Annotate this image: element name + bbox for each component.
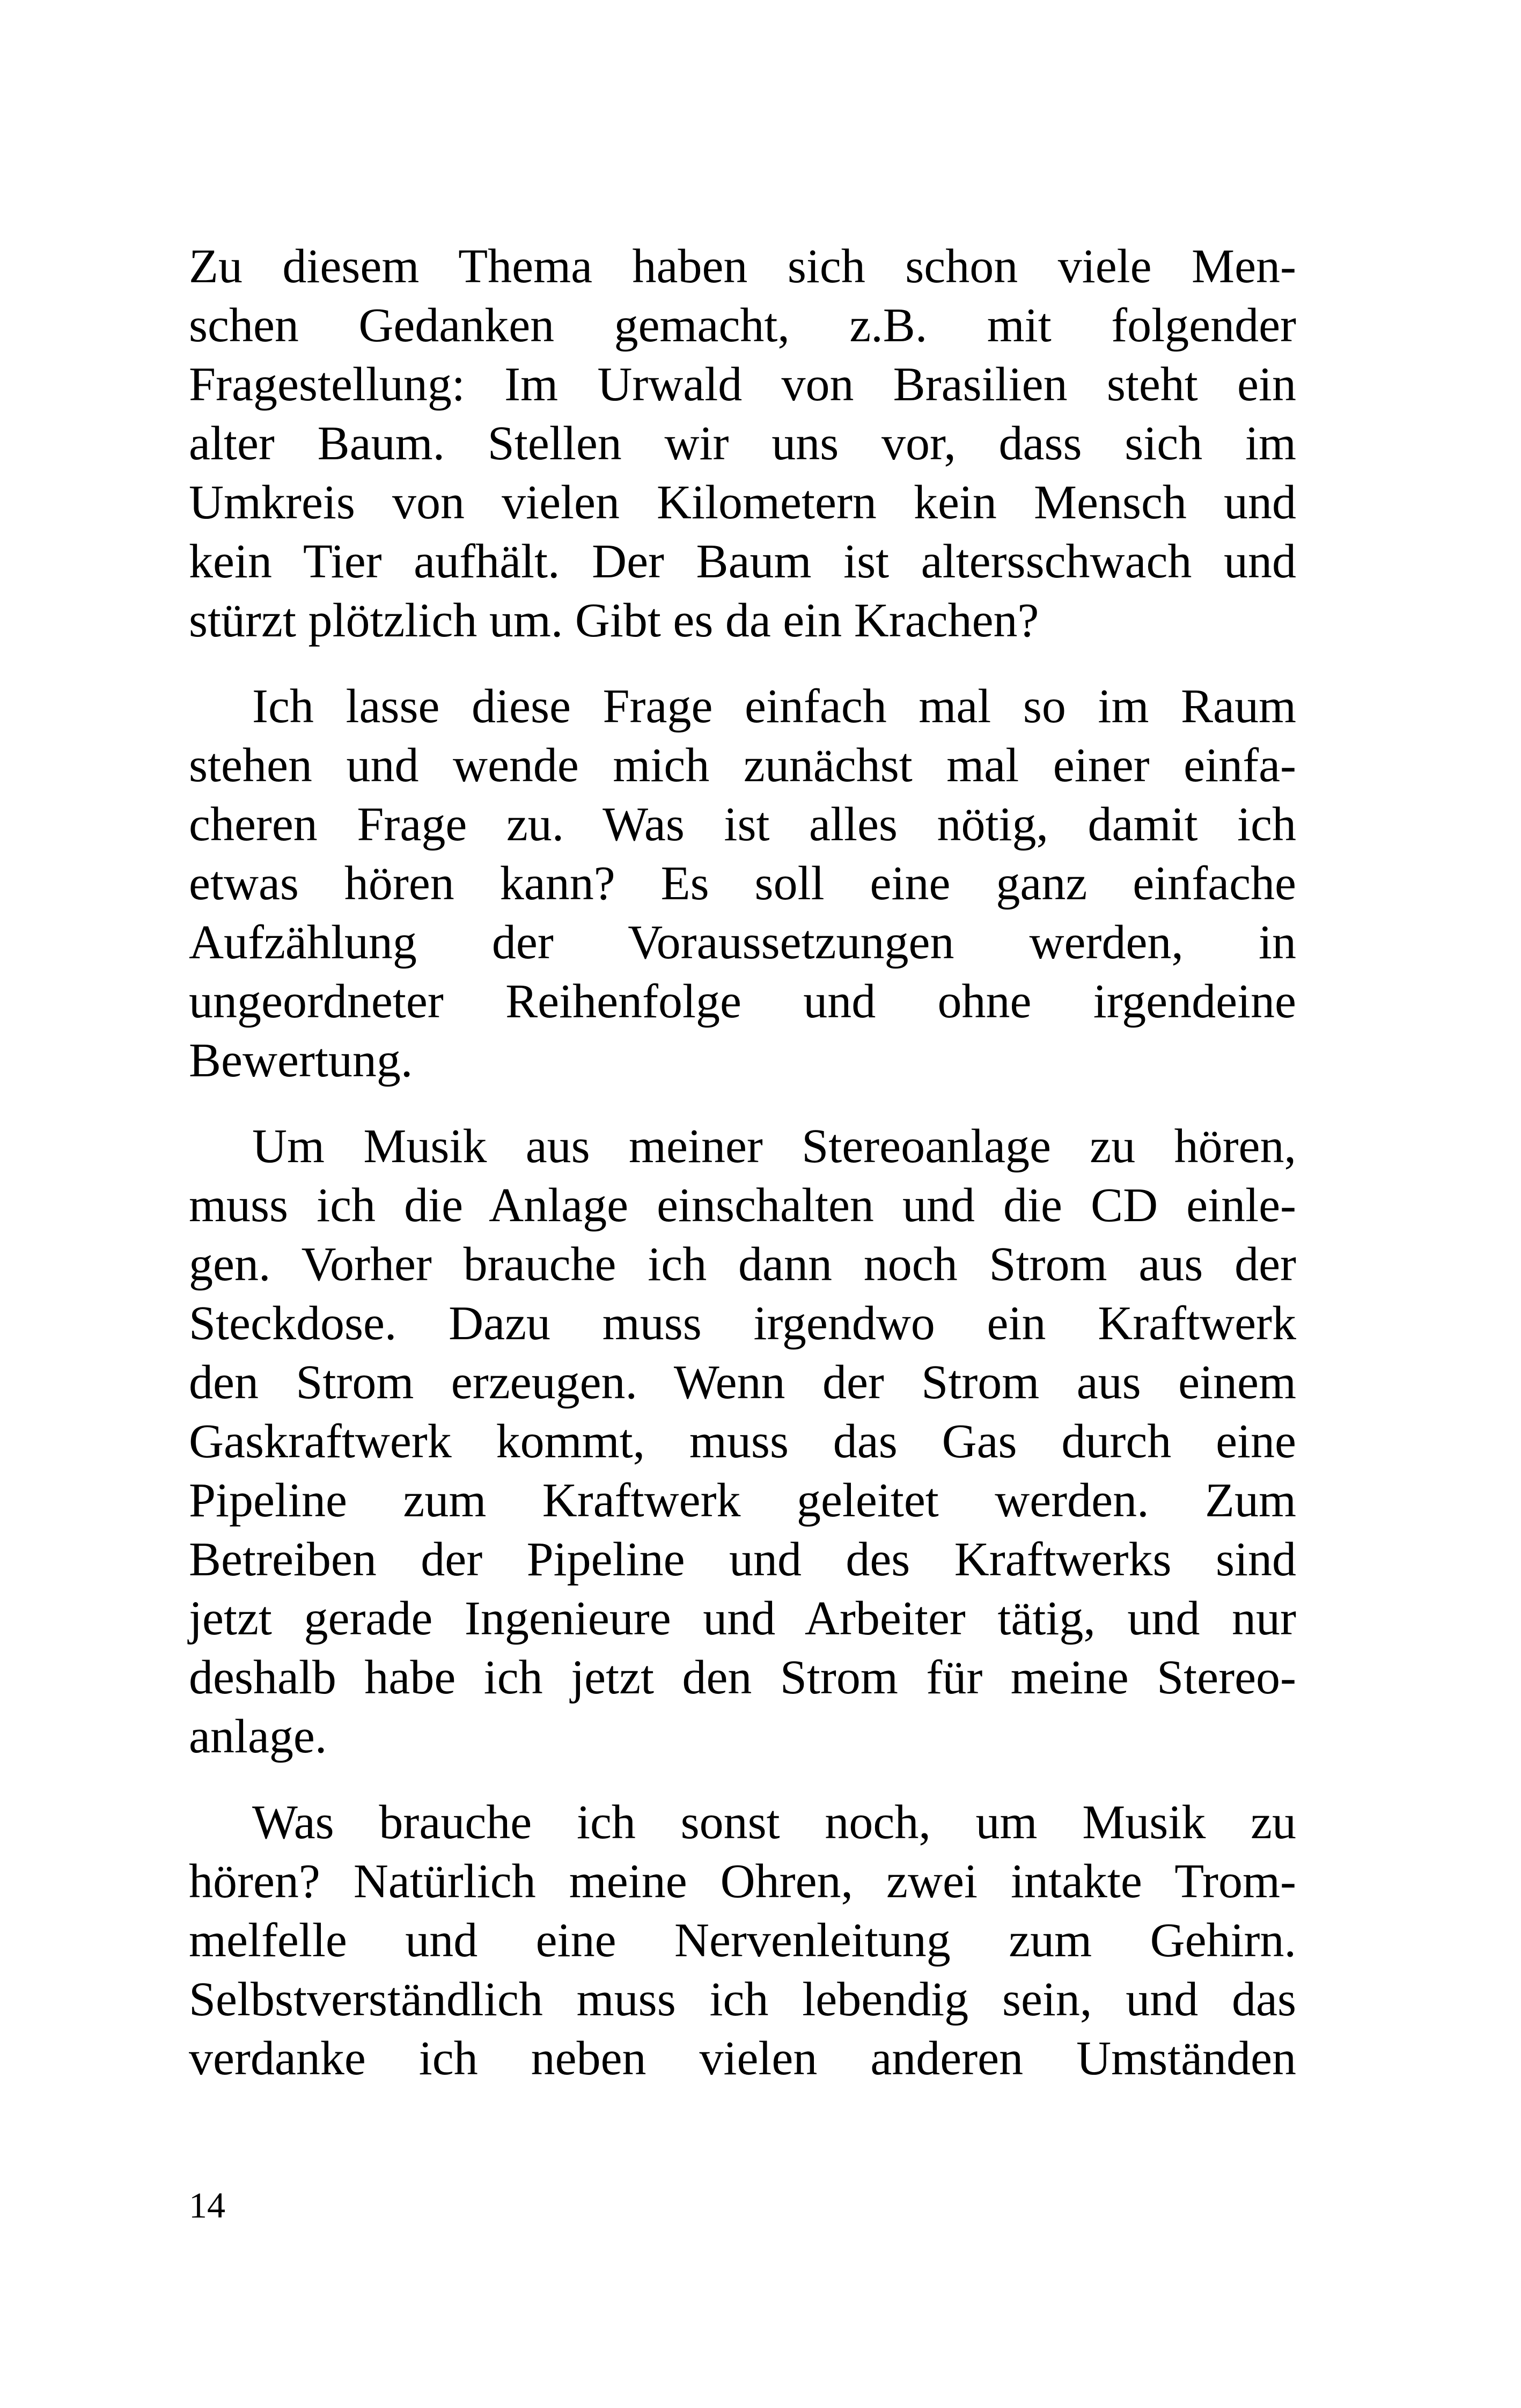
text-line: Umkreis von vielen Kilometern kein Mensch und	[189, 476, 1296, 529]
text-line: anlage.	[189, 1710, 327, 1763]
text-line: ungeordneter Reihenfolge und ohne irgendeine	[189, 975, 1296, 1028]
text-line: Um Musik aus meiner Stereoanlage zu hören,	[252, 1120, 1296, 1173]
text-line: Zu diesem Thema haben sich schon viele Men-	[189, 240, 1296, 293]
text-line: Steckdose. Dazu muss irgendwo ein Kraftwerk	[189, 1297, 1296, 1350]
text-line: Was brauche ich sonst noch, um Musik zu	[252, 1796, 1296, 1849]
text-line: verdanke ich neben vielen anderen Umständen	[189, 2032, 1296, 2085]
text-line: kein Tier aufhält. Der Baum ist altersschwach und	[189, 535, 1296, 588]
page-number: 14	[189, 2185, 225, 2226]
text-line: Aufzählung der Voraussetzungen werden, in	[189, 916, 1296, 969]
text-line: stehen und wende mich zunächst mal einer einfa-	[189, 739, 1296, 792]
text-line: den Strom erzeugen. Wenn der Strom aus einem	[189, 1356, 1296, 1409]
text-line: deshalb habe ich jetzt den Strom für meine Stereo-	[189, 1651, 1296, 1704]
text-line: muss ich die Anlage einschalten und die CD einle-	[189, 1179, 1296, 1232]
text-line: gen. Vorher brauche ich dann noch Strom aus der	[189, 1238, 1296, 1291]
text-line: alter Baum. Stellen wir uns vor, dass sich im	[189, 417, 1296, 470]
text-line: cheren Frage zu. Was ist alles nötig, damit ich	[189, 798, 1296, 851]
text-line: stürzt plötzlich um. Gibt es da ein Krachen?	[189, 594, 1039, 647]
body-text	[189, 237, 1296, 2115]
paragraph-2	[189, 677, 1296, 1090]
text-line: Ich lasse diese Frage einfach mal so im Raum	[252, 680, 1296, 733]
text-line: etwas hören kann? Es soll eine ganz einfache	[189, 857, 1296, 910]
text-line: Betreiben der Pipeline und des Kraftwerks sind	[189, 1533, 1296, 1586]
paragraph-4	[189, 1793, 1296, 2088]
paragraph-3	[189, 1117, 1296, 1766]
text-line: Pipeline zum Kraftwerk geleitet werden. Zum	[189, 1474, 1296, 1527]
text-line: schen Gedanken gemacht, z.B. mit folgender	[189, 299, 1296, 352]
text-line: jetzt gerade Ingenieure und Arbeiter tätig, und nur	[189, 1592, 1296, 1645]
text-line: Fragestellung: Im Urwald von Brasilien steht ein	[189, 358, 1296, 411]
text-line: Bewertung.	[189, 1034, 413, 1087]
paragraph-1	[189, 237, 1296, 650]
text-line: melfelle und eine Nervenleitung zum Gehirn.	[189, 1914, 1296, 1967]
text-line: hören? Natürlich meine Ohren, zwei intakte Trom-	[189, 1855, 1296, 1908]
text-line: Gaskraftwerk kommt, muss das Gas durch eine	[189, 1415, 1296, 1468]
text-line: Selbstverständlich muss ich lebendig sein, und das	[189, 1973, 1296, 2026]
